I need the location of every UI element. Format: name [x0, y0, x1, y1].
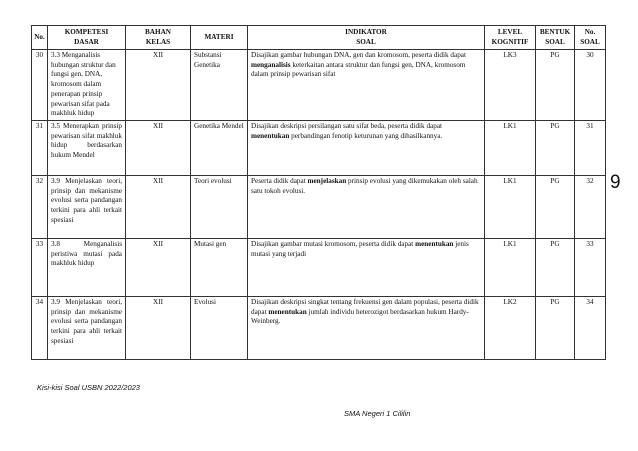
row-level: LK1	[485, 176, 536, 239]
row-indikator: Disajikan gambar mutasi kromosom, peserta didik dapat menentukan jenis mutasi yang terjadi	[248, 239, 485, 297]
row-indikator: Disajikan deskripsi singkat tentang frekuensi gen dalam populasi, peserta didik dapat menentukan jumlah individu heterozigot berdasarkan hukum Hardy-Weinberg.	[248, 297, 485, 360]
kisi-kisi-table	[31, 25, 606, 360]
row-indikator: Disajikan deskripsi persilangan satu sifat beda, peserta didik dapat menentukan perbandingan fenotip keturunan yang dihasilkannya.	[248, 121, 485, 176]
table-row	[32, 239, 606, 297]
table-header-row	[32, 26, 606, 50]
row-no-soal: 31	[575, 121, 606, 176]
row-kelas: XII	[126, 297, 191, 360]
row-no: 33	[32, 239, 48, 297]
row-bentuk: PG	[536, 50, 575, 121]
row-kompetensi: 3.9 Menjelaskan teori, prinsip dan mekanisme evolusi serta pandangan terkini para ahli terkait spesiasi	[48, 297, 126, 360]
header-indikator: INDIKATOR SOAL	[248, 26, 485, 50]
row-kompetensi: 3.5 Menerapkan prinsip pewarisan sifat makhluk hidup berdasarkan hukum Mendel	[48, 121, 126, 176]
header-no: No.	[32, 26, 48, 50]
row-bentuk: PG	[536, 239, 575, 297]
header-materi: MATERI	[191, 26, 248, 50]
row-no-soal: 33	[575, 239, 606, 297]
row-no: 31	[32, 121, 48, 176]
header-level: LEVEL KOGNITIF	[485, 26, 536, 50]
header-bentuk: BENTUK SOAL	[536, 26, 575, 50]
page-number: 9	[610, 172, 621, 193]
row-no-soal: 30	[575, 50, 606, 121]
row-level: LK1	[485, 121, 536, 176]
row-materi: Teori evolusi	[191, 176, 248, 239]
footer-school-name: SMA Negeri 1 Cililin	[344, 409, 411, 418]
header-bahan-kelas: BAHAN KELAS	[126, 26, 191, 50]
row-level: LK3	[485, 50, 536, 121]
row-kelas: XII	[126, 50, 191, 121]
row-kelas: XII	[126, 176, 191, 239]
row-materi: Evolusi	[191, 297, 248, 360]
row-kompetensi: 3.3 Menganalisis hubungan struktur dan fungsi gen, DNA, kromosom dalam penerapan prinsip pewarisan sifat pada makhluk hidup	[48, 50, 126, 121]
row-no-soal: 32	[575, 176, 606, 239]
table-row	[32, 50, 606, 121]
row-no: 32	[32, 176, 48, 239]
row-no: 30	[32, 50, 48, 121]
row-kompetensi: 3.8 Menganalisis peristiwa mutasi pada makhluk hidup	[48, 239, 126, 297]
row-indikator: Disajikan gambar hubungan DNA, gen dan kromosom, peserta didik dapat menganalisis keterkaitan antara struktur dan fungsi gen, DNA, kromosom dalam prinsip pewarisan sifat	[248, 50, 485, 121]
row-level: LK1	[485, 239, 536, 297]
row-materi: Genetika Mendel	[191, 121, 248, 176]
row-kelas: XII	[126, 121, 191, 176]
row-kelas: XII	[126, 239, 191, 297]
row-bentuk: PG	[536, 297, 575, 360]
row-kompetensi: 3.9 Menjelaskan teori, prinsip dan mekanisme evolusi serta pandangan terkini para ahli terkait spesiasi	[48, 176, 126, 239]
row-bentuk: PG	[536, 176, 575, 239]
footer-document-title: Kisi-kisi Soal USBN 2022/2023	[37, 383, 140, 392]
header-kompetensi: KOMPETESI DASAR	[48, 26, 126, 50]
row-indikator: Peserta didik dapat menjelaskan prinsip evolusi yang dikemukakan oleh salah satu tokoh evolusi.	[248, 176, 485, 239]
header-no-soal: No. SOAL	[575, 26, 606, 50]
row-materi: Substansi Genetika	[191, 50, 248, 121]
row-level: LK2	[485, 297, 536, 360]
row-no: 34	[32, 297, 48, 360]
table-row	[32, 121, 606, 176]
row-bentuk: PG	[536, 121, 575, 176]
table-row	[32, 176, 606, 239]
row-materi: Mutasi gen	[191, 239, 248, 297]
row-no-soal: 34	[575, 297, 606, 360]
table-row	[32, 297, 606, 360]
